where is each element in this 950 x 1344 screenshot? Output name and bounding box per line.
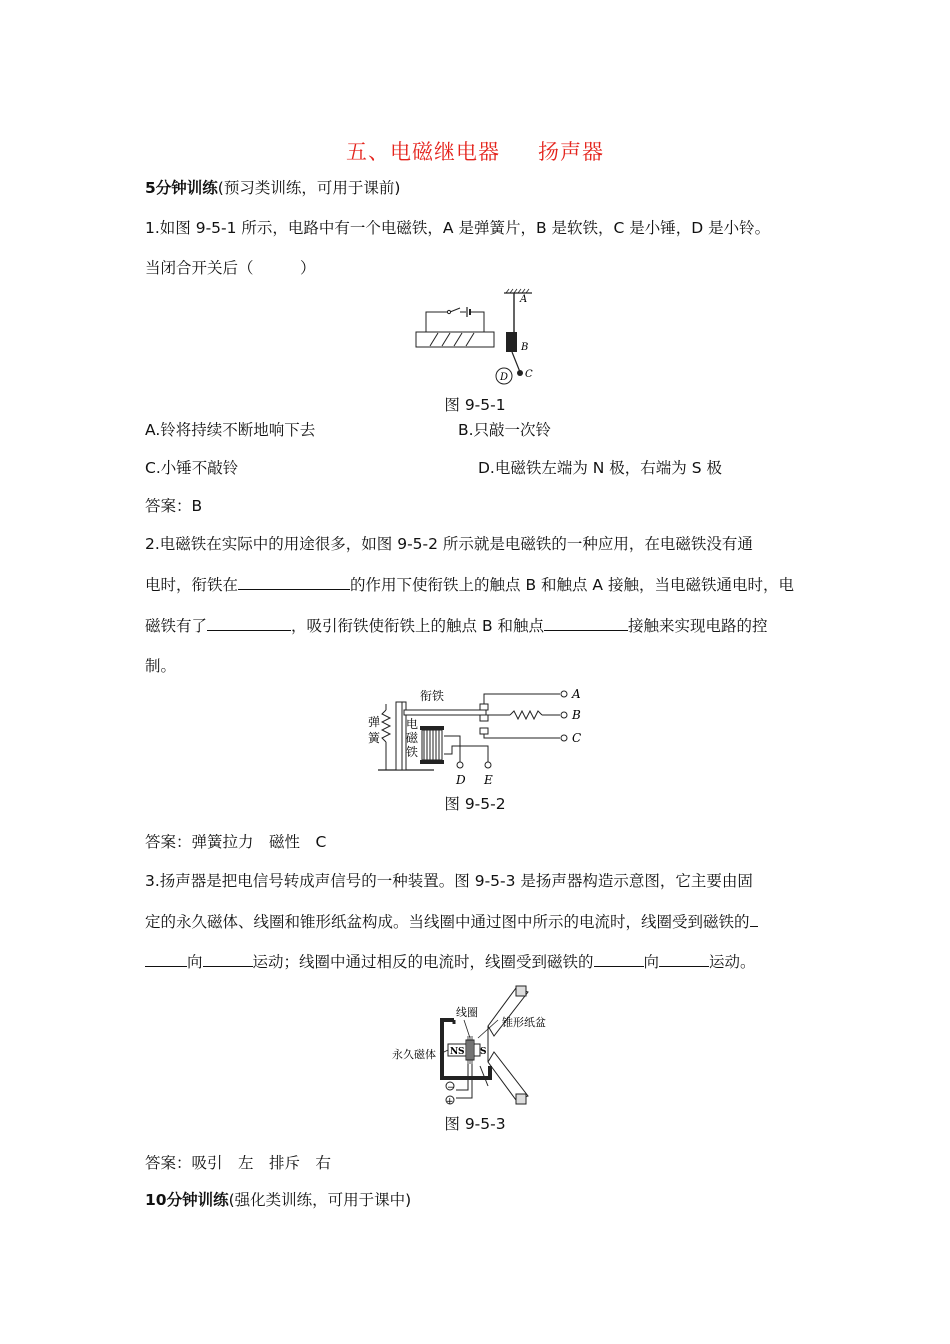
q3-line3-part3: 向 — [643, 953, 660, 971]
q3-line2-part1: 定的永久磁体、线圈和锥形纸盆构成。当线圈中通过图中所示的电流时，线圈受到磁铁的 — [145, 913, 750, 931]
title-part2: 扬声器 — [538, 140, 604, 164]
q1-option-b: B.只敲一次铃 — [458, 421, 552, 439]
fig3-label-plus: + — [446, 1097, 454, 1107]
section-heading-5min — [145, 176, 400, 198]
q2-line2-part2: 的作用下使衔铁上的触点 B 和触点 A 接触，当电磁铁通电时，电 — [350, 576, 794, 594]
figure-9-5-3-caption: 图 9-5-3 — [444, 1115, 506, 1133]
q1-option-d: D.电磁铁左端为 N 极，右端为 S 极 — [478, 459, 723, 477]
fig2-label-spring-2: 簧 — [368, 731, 381, 745]
q2-line3-part3: 接触来实现电路的控 — [628, 617, 768, 635]
q3-line3-part2: 运动；线圈中通过相反的电流时，线圈受到磁铁的 — [252, 953, 594, 971]
fig3-label-s-inner: S — [458, 1047, 465, 1057]
fig1-label-a: A — [520, 294, 528, 305]
answer-blank — [207, 616, 291, 631]
section-heading-bold: 5分钟训练 — [145, 179, 218, 197]
q2-answer: 答案：弹簧拉力 磁性 C — [145, 833, 327, 851]
q2-line3-part2: ，吸引衔铁使衔铁上的触点 B 和触点 — [291, 617, 545, 635]
q1-stem-line1: 1.如图 9-5-1 所示，电路中有一个电磁铁，A 是弹簧片，B 是软铁，C 是小锤，D 是小铃。 — [145, 219, 771, 237]
fig2-label-a: A — [572, 687, 581, 701]
fig3-label-s-outer: S — [480, 1047, 487, 1057]
fig2-label-em-2: 磁 — [406, 731, 419, 745]
section-heading-10min — [145, 1188, 411, 1210]
answer-blank — [238, 575, 350, 590]
q3-stem-line1: 3.扬声器是把电信号转成声信号的一种装置。图 9-5-3 是扬声器构造示意图，它主要由固 — [145, 872, 753, 890]
q2-stem-line1: 2.电磁铁在实际中的用途很多，如图 9-5-2 所示就是电磁铁的一种应用，在电磁铁没有通 — [145, 535, 753, 553]
q2-line3-part1: 磁铁有了 — [145, 617, 208, 635]
q1-answer: 答案：B — [145, 497, 203, 515]
fig3-label-magnet: 永久磁体 — [392, 1048, 436, 1061]
q3-stem-line2 — [145, 910, 758, 932]
figure-9-5-3 — [390, 982, 550, 1112]
q3-line3-part1: 向 — [187, 953, 203, 971]
q3-answer: 答案：吸引 左 排斥 右 — [145, 1154, 332, 1172]
fig2-label-spring-1: 弹 — [368, 715, 381, 729]
fig2-label-e: E — [484, 773, 493, 787]
answer-blank — [544, 616, 628, 631]
q1-option-a: A.铃将持续不断地响下去 — [145, 421, 316, 439]
section2-heading-bold: 10分钟训练 — [145, 1191, 229, 1209]
fig2-label-armature: 衔铁 — [420, 689, 445, 703]
fig3-label-cone: 锥形纸盆 — [502, 1016, 546, 1029]
fig3-label-minus: − — [447, 1083, 455, 1093]
fig2-label-b: B — [572, 708, 581, 722]
q1-stem-line2: 当闭合开关后（ ） — [145, 259, 316, 277]
fig2-label-em-3: 铁 — [406, 745, 419, 759]
fig2-label-d: D — [456, 773, 466, 787]
q2-line2-part1: 电时，衔铁在 — [145, 576, 239, 594]
figure-9-5-2-caption: 图 9-5-2 — [444, 795, 506, 813]
q2-stem-line2 — [145, 573, 794, 595]
q3-line3-part4: 运动。 — [709, 953, 756, 971]
q3-stem-line3 — [145, 950, 756, 972]
fig1-label-c: C — [525, 369, 533, 380]
fig1-label-b: B — [521, 342, 529, 353]
answer-blank — [145, 952, 187, 967]
fig2-label-em-1: 电 — [406, 717, 419, 731]
title-part1: 五、电磁继电器 — [346, 140, 500, 164]
answer-blank — [203, 952, 253, 967]
section2-heading-note: (强化类训练，可用于课中) — [228, 1191, 412, 1209]
q1-option-c: C.小锤不敲铃 — [145, 459, 239, 477]
answer-blank — [594, 952, 644, 967]
figure-9-5-1 — [408, 288, 548, 388]
q2-stem-line3 — [145, 614, 768, 636]
section-heading-note: (预习类训练，可用于课前) — [217, 179, 401, 197]
figure-9-5-2 — [364, 684, 594, 788]
figure-9-5-1-caption: 图 9-5-1 — [444, 396, 506, 414]
page-title — [0, 136, 950, 166]
answer-blank — [750, 912, 758, 927]
fig2-label-c: C — [572, 731, 582, 745]
fig3-label-coil: 线圈 — [456, 1006, 478, 1019]
q2-stem-line4: 制。 — [145, 657, 177, 675]
answer-blank — [659, 952, 709, 967]
fig3-label-n: N — [450, 1047, 459, 1057]
fig1-label-d: D — [500, 372, 509, 383]
